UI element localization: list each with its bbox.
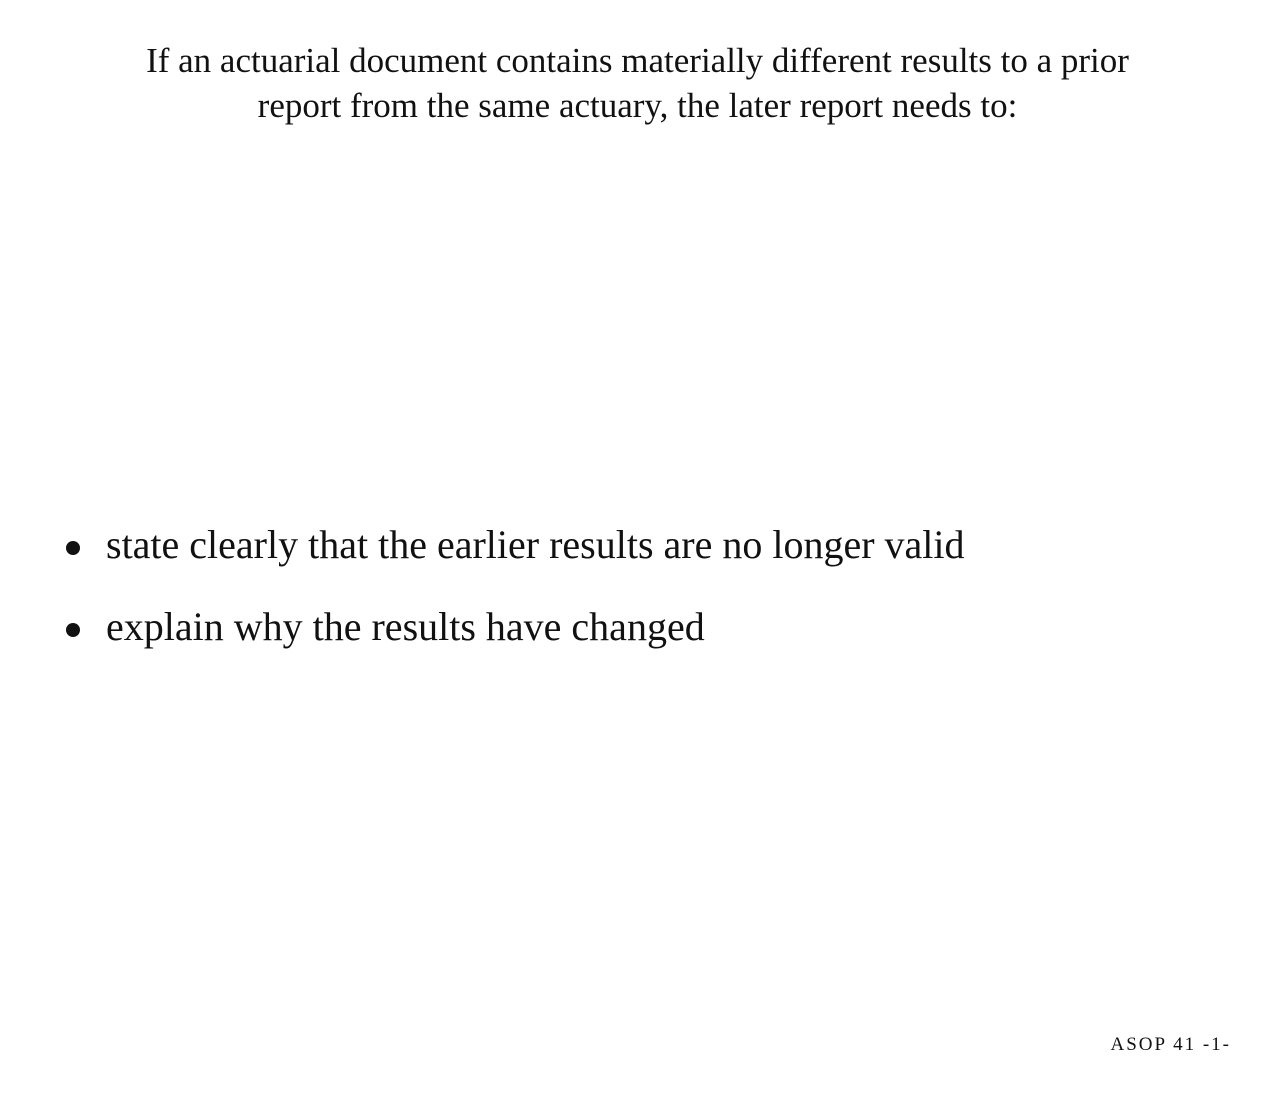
bullet-list [66,520,965,684]
bullet-icon [66,541,80,555]
bullet-text: explain why the results have changed [106,604,705,649]
slide-heading [20,38,1255,128]
list-item [66,520,965,570]
bullet-icon [66,623,80,637]
list-item [66,602,965,652]
slide-heading-line2: report from the same actuary, the later report needs to: [257,86,1018,125]
slide-heading-line1: If an actuarial document contains materially different results to a prior [146,41,1129,80]
page-footer: ASOP 41 -1- [1110,1034,1231,1055]
bullet-text: state clearly that the earlier results are no longer valid [106,522,965,567]
